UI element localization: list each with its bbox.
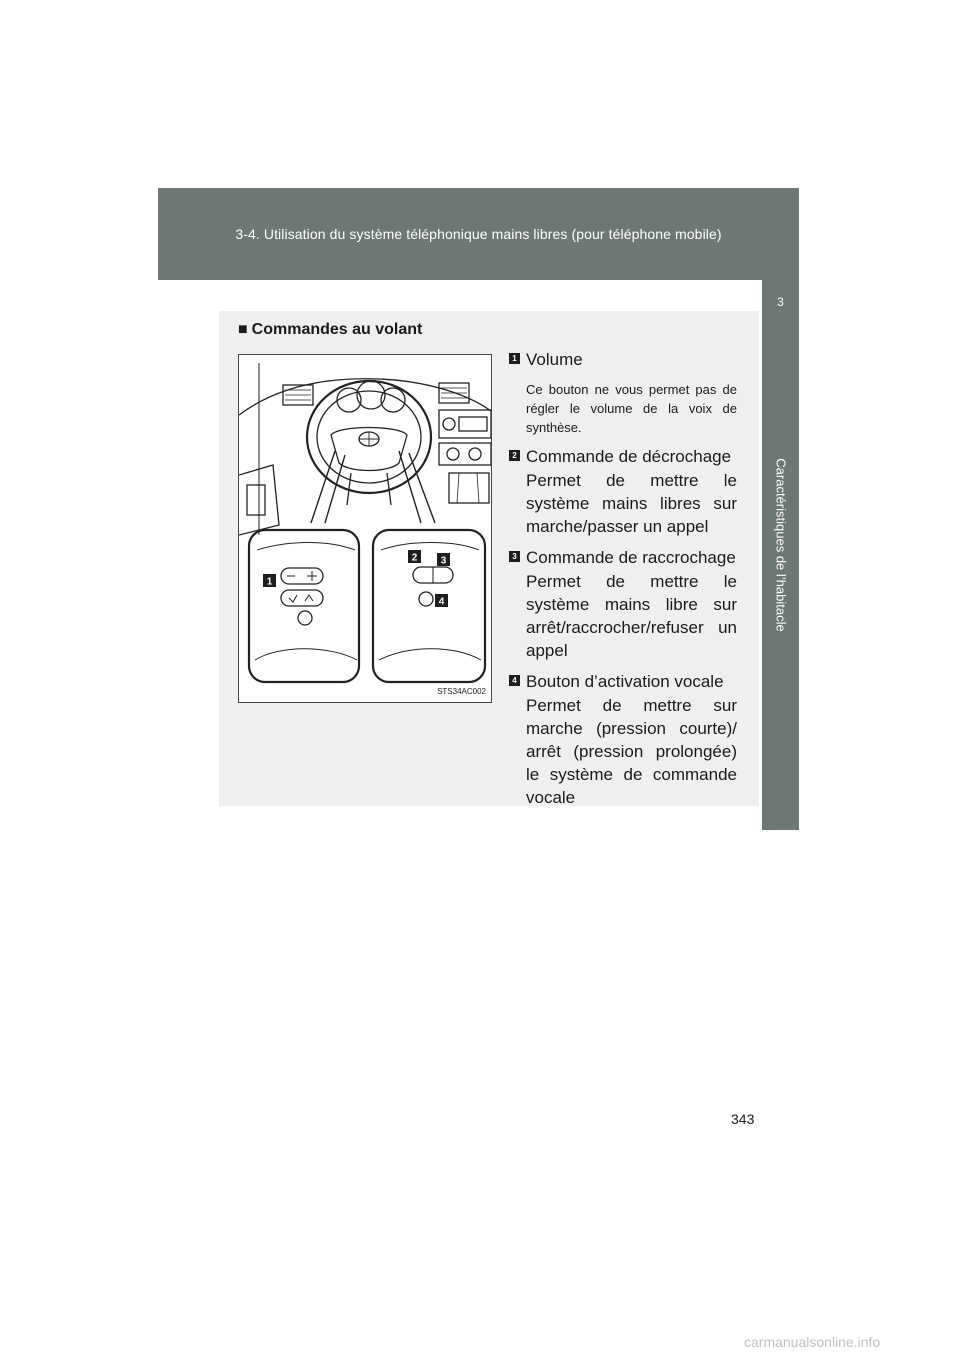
callout-label: 1: [266, 576, 273, 588]
number-badge: 2: [509, 450, 520, 461]
legend-item-description: Permet de mettre sur marche (pression courte)/ arrêt (pression prolongée) le système de commande vocale: [526, 696, 737, 807]
section-heading: [238, 321, 422, 339]
legend-list: [509, 348, 737, 817]
chapter-number: 3: [777, 295, 784, 309]
number-badge: 3: [509, 551, 520, 562]
legend-item-title: Commande de décrochage: [526, 447, 732, 466]
page-number: 343: [731, 1111, 755, 1127]
legend-item: [509, 546, 737, 662]
legend-item: [509, 445, 737, 538]
chapter-side-label: Caractéristiques de l’habitacle: [773, 458, 789, 632]
callout-label: 3: [440, 555, 447, 567]
figure-code: STS34AC002: [437, 687, 486, 696]
steering-wheel-drawing: [239, 355, 491, 702]
number-badge: 4: [509, 675, 520, 686]
legend-item-title: Bouton d’activation vocale: [526, 672, 724, 691]
legend-item-description: Permet de mettre le système mains libres sur marche/passer un appel: [526, 471, 737, 536]
section-title-text: Commandes au volant: [251, 321, 423, 338]
callout-label: 2: [411, 552, 418, 564]
legend-item-description: Ce bouton ne vous permet pas de régler le volume de la voix de synthèse.: [526, 382, 737, 435]
callout-label: 4: [438, 596, 445, 608]
legend-item-title: Volume: [526, 350, 583, 369]
chapter-header-title: 3-4. Utilisation du système téléphonique mains libres (pour téléphone mobile): [235, 226, 722, 242]
number-badge: 1: [509, 353, 520, 364]
legend-item-title: Commande de raccrochage: [526, 548, 736, 567]
watermark: carmanualsonline.info: [744, 1334, 881, 1350]
steering-wheel-illustration: [238, 354, 492, 703]
bullet-square-icon: ■: [238, 321, 248, 338]
legend-item: [509, 348, 737, 437]
chapter-header: [158, 188, 799, 280]
legend-item: [509, 670, 737, 809]
legend-item-description: Permet de mettre le système mains libre sur arrêt/raccrocher/refuser un appel: [526, 572, 737, 660]
